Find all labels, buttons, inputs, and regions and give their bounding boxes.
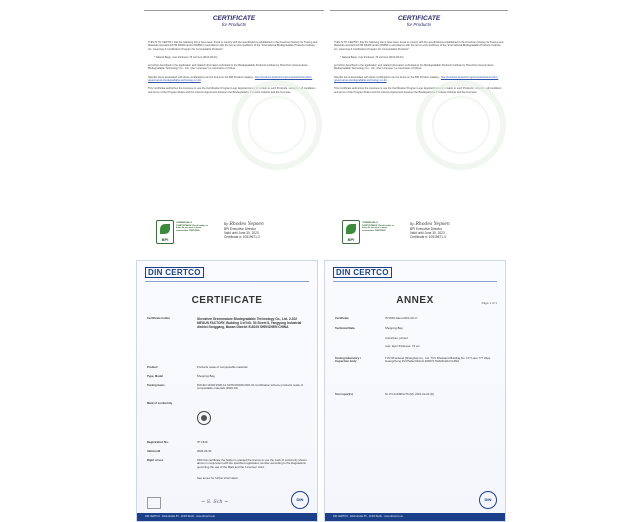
annex-heading: ANNEX (396, 295, 434, 306)
catalog-link[interactable]: http://products.bpiworld.org/companies/shenzhen-greenmature-biodegradable-technology-co-ltd (334, 75, 499, 83)
header-rule (333, 281, 497, 282)
logo-caption: COMMERCIALLY COMPOSTABLE Check locally, as these do not exist in many communities CERTIFIED (362, 222, 394, 232)
certificate-number: Certificate #: 10519671-3 (224, 235, 260, 239)
bpi-compostable-logo: BPI (342, 220, 360, 244)
bpi-certificate-right (330, 10, 508, 250)
page-number: Page 1 of 1 (481, 301, 497, 305)
header-rule (145, 281, 309, 282)
licensee-paragraph: as further described in the application and related information submitted to the Biodegradable Products Institute by Shenzhen Greenmature Biodegradable Technology Co., Ltd., (the "Licensee") a corporation of China. (334, 64, 494, 71)
signature-scribble: ~ S. Sch ~ (201, 499, 229, 505)
bpi-compostable-logo: BPI (156, 220, 174, 244)
bpi-footer (342, 220, 504, 246)
holder-value: Shenzhen Greenmature Biodegradable Technology Co., Ltd. 2-102 MEGUN FACTORY, Building 3 of NO. 53 Street 8, Yangyong Industrial district Songgang, Baoan District 518105 SHENZHEN CHINA (197, 317, 302, 329)
bpi-watermark-seal (232, 80, 322, 170)
din-annex: DIN CERTCO ANNEX Page 1 of 1 Certificate 7P1549 dated 2021-09-17 Technical Data Shopping Bag colourless, printed max. layer thickness: 70 µm Testing laboratory / Inspection body TÜV Rheinland (Shanghai) Co., Ltd. TÜV Rheinland Building No. 177 Lane 777 West Guangzhong Rd Zhabei District 200072 SHANGHAI CHINA Test report(s) Nr. P3 214/80/A/76 (M); 2021-02-24 (D) DIN DIN CERTCO · Alboinstraße 56 · 12103 Berlin · www.dincertco.de (324, 260, 506, 522)
logo-caption: COMMERCIALLY COMPOSTABLE Check locally, as these do not exist in many communities CERTIFIED (176, 222, 208, 232)
valid-until: Valid until June 30, 2023 (410, 231, 445, 235)
signer-role: BPI Executive Director (224, 227, 256, 231)
din-certificate: DIN CERTCO CERTIFICATE Certificate holder Shenzhen Greenmature Biodegradable Technology Co., Ltd. 2-102 MEGUN FACTORY, Building 3 of NO. 53 Street 8, Yangyong Industrial district Songgang, Baoan District 518105 SHENZHEN CHINA Product Products made of compostable materials Type, Model Shopping Bag Testing basis DIN EN 13432:2000-12 ASTM D6400:2021-01 Certification scheme products made of compostable materials (2020-04) Mark of conformity Registration No. 7P 1549 Valid until 2026-09-30 Right of use With this certificate the holder is granted the licence to use the mark of conformity shown above in conjunction with the specified registration number according to the Regulations governing the use of the Mark and the 'Licensee' cited. See annex for further information. ~ S. Sch ~ DIN DIN CERTCO · Alboinstraße 56 · 12103 Berlin · www.dincertco.de (136, 260, 318, 522)
certify-paragraph: THIS IS TO CERTIFY that the following items have been found to comply with the specifications established in the American Society for Testing and Materials standard ASTM D6400 and/or D6868 in accordance with the terms and conditions of the "International Biodegradable Products Institute, Inc. Licensing & Certification Program for Compostable Products": (334, 41, 504, 51)
certificate-number: Certificate #: 10519671-3 (410, 235, 446, 239)
bpi-footer (156, 220, 320, 246)
product-bullet: * Natural Bags, max thickness 79 microns (3110-09-01) (340, 55, 404, 59)
din-badge: DIN (291, 491, 309, 509)
certificate-subtitle: for Products (221, 22, 247, 27)
product-bullet: * Natural Bags, max thickness 79 microns (3110-09-01) (154, 55, 218, 59)
bpi-certificate-left (144, 10, 324, 250)
certificate-subtitle: for Products (406, 22, 432, 27)
catalog-paragraph: Specific items associated with these certifications can be found on the BPI Product Catalog - http://products.bpiworld.org/companies/shenzhen-greenmature-biodegradable-technology-co-ltd (334, 75, 499, 83)
licensee-paragraph: as further described in the application and related information submitted to the Biodegradable Products Institute by Shenzhen Greenmature Biodegradable Technology Co., Ltd., (the "Licensee") a corporation of China. (148, 64, 308, 71)
signature-name: Rhodes Yepsen (415, 222, 450, 227)
top-rule (144, 10, 324, 11)
catalog-link[interactable]: http://products.bpiworld.org/companies/shenzhen-greenmature-biodegradable-technology-co-ltd (148, 75, 313, 83)
signature-block: By: Rhodes Yepsen BPI Executive Director Valid until June 30, 2023 Certificate #: 10519671-3 (410, 222, 450, 239)
certificate-heading: CERTIFICATE (191, 295, 263, 306)
authorization-paragraph: This Certificate authorizes the Licensee to use the Certification Program Logo depicted below in relation to such Products, subject to all conditions and terms of the Program Rules and the License Agreement between the Biodegradable Products Institute and the Licensee. (334, 87, 502, 94)
bpi-watermark-seal (416, 80, 506, 170)
signature-block: By: Rhodes Yepsen BPI Executive Director Valid until June 30, 2023 Certificate #: 10519671-3 (224, 222, 264, 239)
catalog-paragraph: Specific items associated with these certifications can be found on the BPI Product Catalog - http://products.bpiworld.org/companies/shenzhen-greenmature-biodegradable-technology-co-ltd (148, 75, 313, 83)
din-certco-logo: DIN CERTCO (333, 267, 392, 278)
top-rule (330, 10, 508, 11)
valid-until: Valid until June 30, 2023 (224, 231, 259, 235)
certify-paragraph: THIS IS TO CERTIFY that the following items have been found to comply with the specifications established in the American Society for Testing and Materials standard ASTM D6400 and/or D6868 in accordance with the terms and conditions of the "International Biodegradable Products Institute, Inc. Licensing & Certification Program for Compostable Products": (148, 41, 318, 51)
din-badge: DIN (479, 491, 497, 509)
seedling-mark-icon (197, 411, 211, 425)
authorization-paragraph: This Certificate authorizes the Licensee to use the Certification Program Logo depicted below in relation to such Products, subject to all conditions and terms of the Program Rules and the License Agreement between the Biodegradable Products Institute and the Licensee. (148, 87, 316, 94)
dakks-logo (147, 497, 161, 509)
signer-role: BPI Executive Director (410, 227, 442, 231)
din-footer-bar: DIN CERTCO · Alboinstraße 56 · 12103 Berlin · www.dincertco.de (137, 513, 317, 521)
din-certco-logo: DIN CERTCO (145, 267, 204, 278)
signature-name: Rhodes Yepsen (229, 222, 264, 227)
certificate-title: CERTIFICATE (397, 15, 441, 22)
din-footer-bar: DIN CERTCO · Alboinstraße 56 · 12103 Berlin · www.dincertco.de (325, 513, 505, 521)
certificate-title: CERTIFICATE (212, 15, 256, 22)
